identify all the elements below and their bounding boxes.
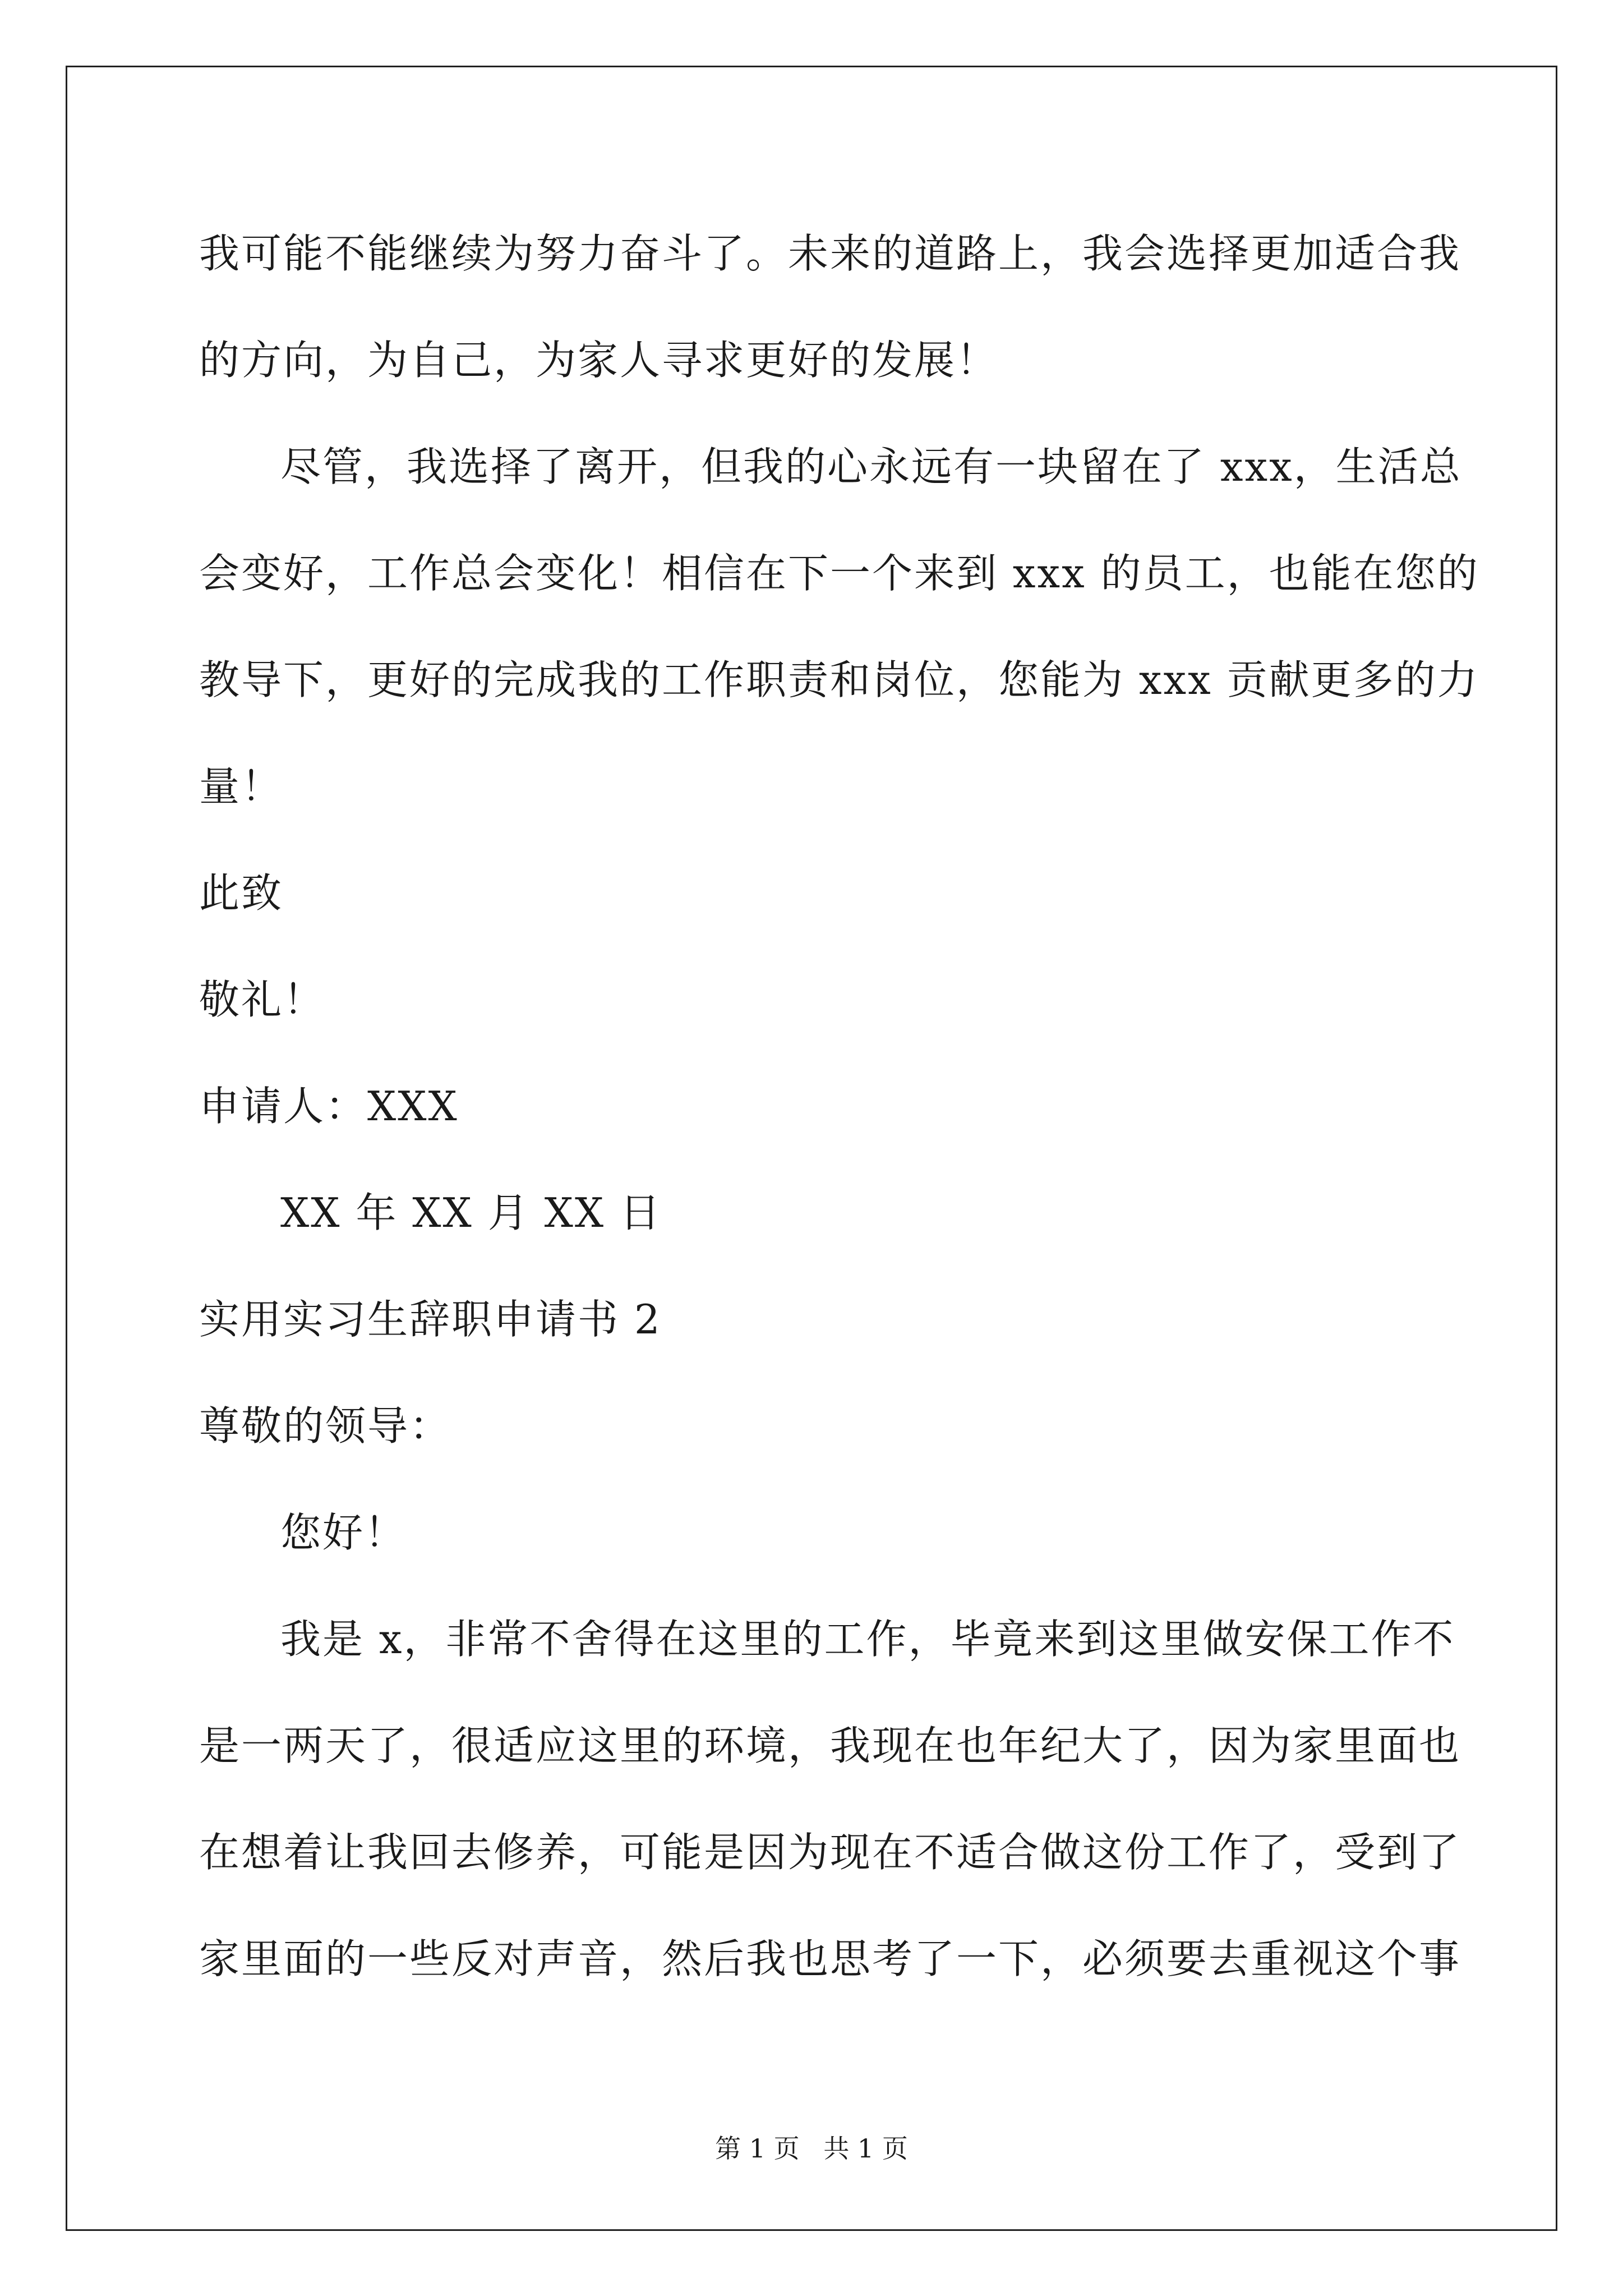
closing-salutation: 此致: [199, 869, 284, 917]
greeting: 尊敬的领导：: [199, 1402, 452, 1450]
text-line: 家里面的一些反对声音，然后我也思考了一下，必须要去重视这个事: [199, 1935, 1461, 1982]
paragraph-start: 我是 x，非常不舍得在这里的工作，毕竟来到这里做安保工作不: [280, 1616, 1455, 1663]
applicant-signature: 申请人：XXX: [199, 1083, 459, 1130]
page-frame: [66, 66, 1557, 2231]
letter-date: XX 年 XX 月 XX 日: [280, 1189, 662, 1236]
text-line: 在想着让我回去修养，可能是因为现在不适合做这份工作了，受到了: [199, 1829, 1461, 1876]
closing-regards: 敬礼！: [199, 976, 326, 1023]
text-line: 教导下，更好的完成我的工作职责和岗位，您能为 xxx 贡献更多的力: [199, 656, 1479, 703]
greeting-hello: 您好！: [280, 1509, 407, 1556]
text-line: 量！: [199, 763, 284, 810]
text-line: 会变好，工作总会变化！相信在下一个来到 xxx 的员工，也能在您的: [199, 550, 1479, 597]
text-line: 的方向，为自己，为家人寻求更好的发展！: [199, 337, 999, 384]
paragraph-start: 尽管，我选择了离开，但我的心永远有一块留在了 xxx，生活总: [280, 443, 1462, 490]
page-number: 第 1 页: [715, 2133, 800, 2164]
page-footer: [0, 2132, 1623, 2165]
text-line: 我可能不能继续为努力奋斗了。未来的道路上，我会选择更加适合我: [199, 230, 1461, 277]
section-title: 实用实习生辞职申请书 2: [199, 1296, 662, 1343]
text-line: 是一两天了，很适应这里的环境，我现在也年纪大了，因为家里面也: [199, 1722, 1461, 1769]
page-total: 共 1 页: [823, 2133, 908, 2164]
